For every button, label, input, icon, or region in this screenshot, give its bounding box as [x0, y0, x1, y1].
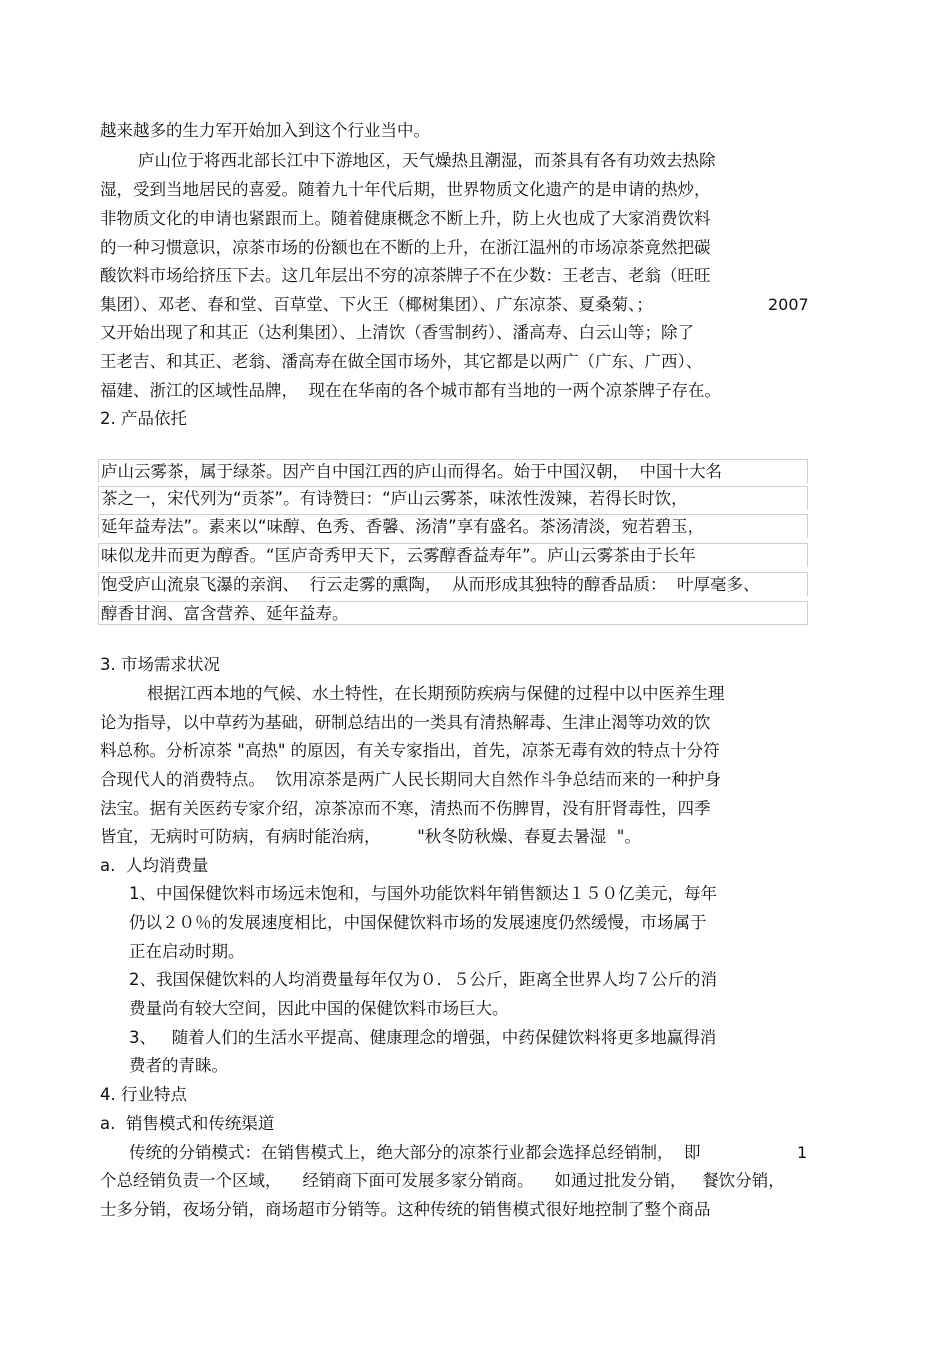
box-line: 醇香甘润、富含营养、延年益寿。 — [101, 604, 349, 623]
para1-line: 王老吉、和其正、老翁、潘高寿在做全国市场外，其它都是以两广（广东、广西）、 — [100, 352, 703, 371]
box-line: 味似龙井而更为醇香。“匡庐奇秀甲天下，云雾醇香益寿年”。庐山云雾茶由于长年 — [101, 546, 696, 565]
para1-year: 2007 — [768, 295, 809, 314]
box-line: 延年益寿法”。素来以“味醇、色秀、香馨、汤清”享有盛名。茶汤清淡，宛若碧玉， — [101, 517, 705, 536]
heading-product: 2. 产品依托 — [100, 409, 187, 428]
para1-line: 福建、浙江的区域性品牌， 现在在华南的各个城市都有当地的一两个凉茶牌子存在。 — [100, 381, 721, 400]
list-a-line: 3、 随着人们的生活水平提高、健康理念的增强，中药保健饮料将更多地赢得消 — [129, 1028, 717, 1047]
para3-line: 皆宜，无病时可防病，有病时能治病， "秋冬防秋燥、春夏去暑湿 "。 — [100, 827, 641, 846]
box-line: 饱受庐山流泉飞瀑的亲润、 行云走雾的熏陶， 从而形成其独特的醇香品质： 叶厚毫多、 — [101, 575, 760, 594]
box-row — [98, 601, 808, 625]
box-row — [98, 486, 808, 510]
heading-market-demand: 3. 市场需求状况 — [100, 655, 220, 674]
para3-line: 料总称。分析凉茶 "高热" 的原因，有关专家指出，首先，凉茶无毒有效的特点十分符 — [100, 741, 720, 760]
para1-line: 的一种习惯意识，凉茶市场的份额也在不断的上升，在浙江温州的市场凉茶竟然把碳 — [100, 238, 711, 257]
box-row — [98, 572, 808, 596]
box-row — [98, 514, 808, 538]
para1-line: 又开始出现了和其正（达利集团）、上清饮（香雪制药）、潘高寿、白云山等；除了 — [100, 323, 694, 342]
para4-line: 传统的分销模式：在销售模式上，绝大部分的凉茶行业都会选择总经销制， 即 — [129, 1143, 701, 1162]
list-a-line: 1、中国保健饮料市场远未饱和，与国外功能饮料年销售额达１５０亿美元，每年 — [129, 884, 717, 903]
list-a-line: 费者的青睐。 — [129, 1056, 228, 1075]
para1-line: 庐山位于将西北部长江中下游地区，天气燥热且潮湿，而茶具有各有功效去热除 — [138, 151, 716, 170]
box-line: 茶之一，宋代列为“贡茶”。有诗赞曰：“庐山云雾茶，味浓性泼辣，若得长时饮， — [101, 489, 688, 508]
para3-line: 根据江西本地的气候、水土特性，在长期预防疾病与保健的过程中以中医养生理 — [147, 684, 725, 703]
heading-industry: 4. 行业特点 — [100, 1085, 187, 1104]
subheading-consumption: a. 人均消费量 — [100, 856, 209, 875]
subheading-sales-model: a. 销售模式和传统渠道 — [100, 1114, 275, 1133]
para1-line: 湿，受到当地居民的喜爱。随着九十年代后期，世界物质文化遗产的是申请的热炒， — [100, 180, 711, 199]
para4-line: 个总经销负责一个区域， 经销商下面可发展多家分销商。 如通过批发分销， 餐饮分销， — [100, 1171, 785, 1190]
para3-line: 合现代人的消费特点。 饮用凉茶是两广人民长期同大自然作斗争总结而来的一种护身 — [100, 770, 721, 789]
list-a-line: 2、我国保健饮料的人均消费量每年仅为０．５公斤，距离全世界人均７公斤的消 — [129, 970, 717, 989]
para1-line: 酸饮料市场给挤压下去。这几年层出不穷的凉茶牌子不在少数：王老吉、老翁（旺旺 — [100, 266, 711, 285]
list-a-line: 正在启动时期。 — [129, 942, 245, 961]
intro-tail: 越来越多的生力军开始加入到这个行业当中。 — [100, 121, 430, 140]
list-a-line: 费量尚有较大空间，因此中国的保健饮料市场巨大。 — [129, 999, 509, 1018]
para3-line: 法宝。据有关医药专家介绍，凉茶凉而不寒，清热而不伤脾胃，没有肝肾毒性，四季 — [100, 799, 711, 818]
para1-line: 非物质文化的申请也紧跟而上。随着健康概念不断上升，防上火也成了大家消费饮料 — [100, 209, 711, 228]
para4-number: 1 — [797, 1143, 808, 1162]
para3-line: 论为指导，以中草药为基础，研制总结出的一类具有清热解毒、生津止渴等功效的饮 — [100, 713, 711, 732]
para1-line: 集团）、邓老、春和堂、百草堂、下火王（椰树集团）、广东凉茶、夏桑菊、； — [100, 295, 653, 314]
box-row — [98, 543, 808, 567]
box-row — [98, 459, 808, 483]
box-line: 庐山云雾茶，属于绿茶。因产自中国江西的庐山而得名。始于中国汉朝， 中国十大名 — [101, 462, 722, 481]
list-a-line: 仍以２０％的发展速度相比，中国保健饮料市场的发展速度仍然缓慢，市场属于 — [129, 913, 707, 932]
para4-line: 士多分销，夜场分销，商场超市分销等。这种传统的销售模式很好地控制了整个商品 — [100, 1200, 711, 1219]
